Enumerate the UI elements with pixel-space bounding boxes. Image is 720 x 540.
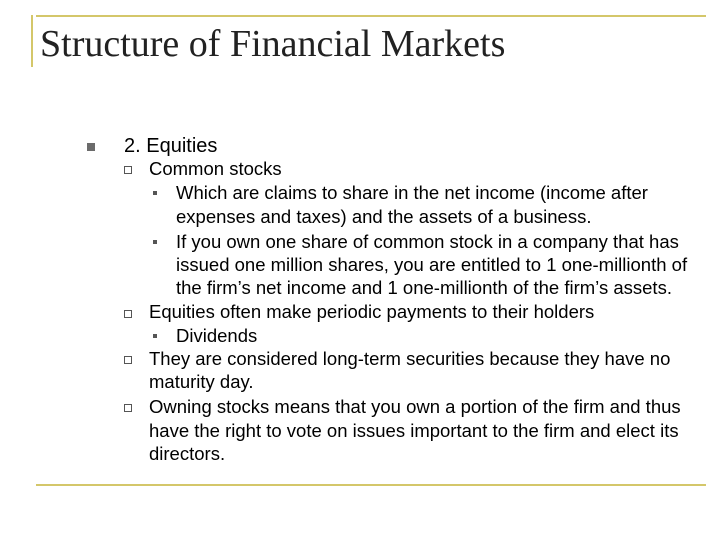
small-square-bullet-icon	[153, 334, 157, 338]
square-bullet-icon	[87, 143, 95, 151]
own-share-line-3: the firm’s net income and 1 one-millionth of the firm’s assets.	[176, 277, 672, 298]
equities-payments-item: Equities often make periodic payments to their holders	[149, 301, 595, 322]
own-share-line-1: If you own one share of common stock in a company that has	[176, 231, 679, 252]
bottom-divider-line	[36, 484, 706, 486]
common-stocks-item: Common stocks	[149, 158, 282, 179]
long-term-line-1: They are considered long-term securities because they have no	[149, 348, 671, 369]
owning-line-3: directors.	[149, 443, 226, 464]
left-divider-line	[31, 15, 33, 67]
long-term-line-2: maturity day.	[149, 371, 254, 392]
hollow-square-bullet-icon	[124, 404, 132, 412]
owning-line-2: have the right to vote on issues important to the firm and elect its	[149, 420, 679, 441]
small-square-bullet-icon	[153, 191, 157, 195]
slide-title: Structure of Financial Markets	[40, 23, 506, 65]
own-share-line-2: issued one million shares, you are entitled to 1 one-millionth of	[176, 254, 688, 275]
claims-line-1: Which are claims to share in the net income (income after	[176, 182, 648, 203]
owning-line-1: Owning stocks means that you own a portion of the firm and thus	[149, 396, 681, 417]
section-heading: 2. Equities	[124, 135, 218, 157]
dividends-item: Dividends	[176, 325, 258, 346]
hollow-square-bullet-icon	[124, 310, 132, 318]
hollow-square-bullet-icon	[124, 166, 132, 174]
claims-line-2: expenses and taxes) and the assets of a business.	[176, 206, 592, 227]
top-divider-line	[36, 15, 706, 17]
hollow-square-bullet-icon	[124, 356, 132, 364]
small-square-bullet-icon	[153, 240, 157, 244]
